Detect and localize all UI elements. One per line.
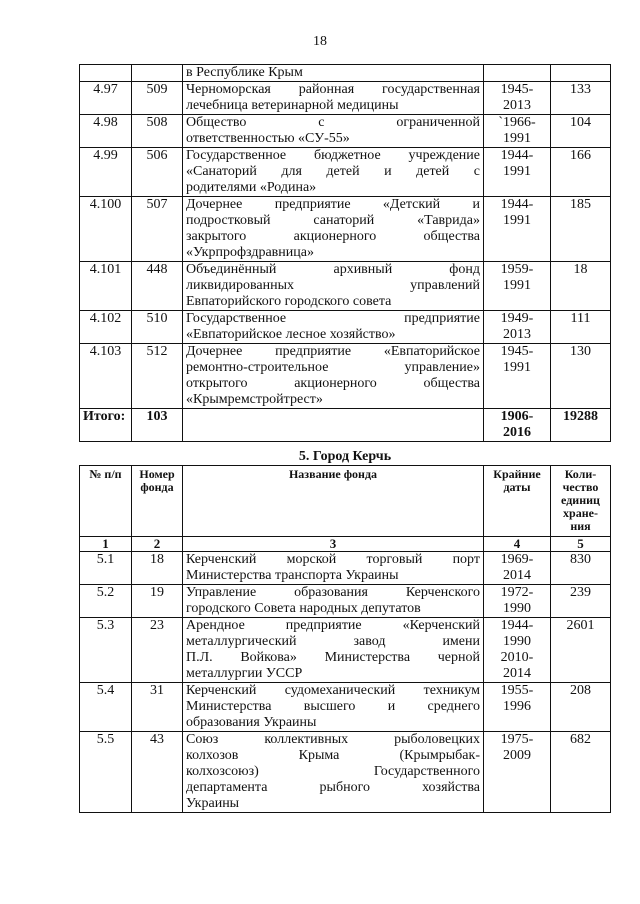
dates-line: 1955-1996	[500, 683, 534, 714]
header-num: № п/п	[80, 466, 132, 537]
row-number: 4.100	[80, 197, 132, 262]
table-row	[80, 552, 611, 585]
fund-number: 512	[132, 344, 183, 409]
fund-title-line: Общество с ограниченной	[186, 115, 480, 130]
fund-title-line: ликвидированных управлений	[186, 278, 480, 293]
row-number: 4.99	[80, 148, 132, 197]
date-range	[484, 552, 551, 585]
fund-title	[183, 82, 484, 115]
date-range: 1945-2013	[484, 82, 551, 115]
fund-title-line: ответственностью «СУ-55»	[186, 131, 350, 146]
table-row	[80, 344, 611, 409]
storage-units: 208	[551, 683, 611, 732]
column-number: 2	[132, 537, 183, 552]
storage-units: 2601	[551, 618, 611, 683]
fund-title	[183, 732, 484, 813]
dates-line: 1944-1990	[500, 618, 534, 649]
fund-title	[183, 262, 484, 311]
fund-title	[183, 311, 484, 344]
row-number: 5.1	[80, 552, 132, 585]
table-row	[80, 311, 611, 344]
storage-units	[551, 65, 611, 82]
row-number: 5.4	[80, 683, 132, 732]
fund-title-line: ремонтно-строительное управление»	[186, 360, 480, 375]
dates-line: 1972-1990	[500, 585, 534, 616]
date-range	[484, 585, 551, 618]
table-row	[80, 262, 611, 311]
page-number: 18	[313, 34, 327, 49]
date-range	[484, 618, 551, 683]
fund-title-line: Министерства высшего и среднего	[186, 699, 480, 714]
date-range	[484, 683, 551, 732]
storage-units: 239	[551, 585, 611, 618]
row-number: 4.103	[80, 344, 132, 409]
fund-title-line: «Укрпрофздравница»	[186, 245, 314, 260]
fund-title-line: Арендное предприятие «Керченский	[186, 618, 480, 633]
header-dates: Крайние даты	[484, 466, 551, 537]
table-row	[80, 618, 611, 683]
fund-title-line: колхозсоюз) Государственного	[186, 764, 480, 779]
table-row	[80, 585, 611, 618]
storage-units: 166	[551, 148, 611, 197]
fund-title	[183, 618, 484, 683]
fund-title-line: П.Л. Войкова» Министерства черной	[186, 650, 480, 665]
row-number: 5.3	[80, 618, 132, 683]
fund-title-line: Дочернее предприятие «Детский и	[186, 197, 480, 212]
column-number-row	[80, 537, 611, 552]
fund-title-line: Союз коллективных рыболовецких	[186, 732, 480, 747]
fund-number: 509	[132, 82, 183, 115]
section-title: 5. Город Керчь	[298, 449, 392, 464]
fund-title	[183, 115, 484, 148]
table-body	[80, 65, 611, 442]
fund-title-line: Объединённый архивный фонд	[186, 262, 480, 277]
table-row	[80, 197, 611, 262]
fund-title-line: Управление образования Керченского	[186, 585, 480, 600]
dates-line: 1969-2014	[500, 552, 534, 583]
total-count: 19288	[551, 409, 611, 442]
fund-title-line: колхозов Крыма (Крымрыбак-	[186, 748, 480, 763]
table-body	[80, 552, 611, 813]
fund-title	[183, 552, 484, 585]
fund-title-line: открытого акционерного общества	[186, 376, 480, 391]
row-number: 5.2	[80, 585, 132, 618]
column-number: 5	[551, 537, 611, 552]
storage-units: 682	[551, 732, 611, 813]
header-title: Название фонда	[183, 466, 484, 537]
fund-number: 18	[132, 552, 183, 585]
storage-units: 104	[551, 115, 611, 148]
header-count: Коли-чество единиц хране-ния	[551, 466, 611, 537]
fund-title	[183, 683, 484, 732]
fund-title	[183, 65, 484, 82]
fund-title-line: Керченский морской торговый порт	[186, 552, 480, 567]
storage-units: 133	[551, 82, 611, 115]
fund-title-line: «Санаторий для детей и детей с	[186, 164, 480, 179]
row-number: 4.97	[80, 82, 132, 115]
fund-title-line: закрытого акционерного общества	[186, 229, 480, 244]
fund-title	[183, 148, 484, 197]
column-number: 1	[80, 537, 132, 552]
fund-title-line: «Крымремстройтрест»	[186, 392, 323, 407]
fund-title-line: Дочернее предприятие «Евпаторийское	[186, 344, 480, 359]
date-range: 1944-1991	[484, 148, 551, 197]
table-row	[80, 82, 611, 115]
fund-title-line: металлургический завод имени	[186, 634, 480, 649]
fund-title-line: Керченский судомеханический техникум	[186, 683, 480, 698]
total-label: Итого:	[80, 409, 132, 442]
fund-title	[183, 197, 484, 262]
fund-number	[132, 65, 183, 82]
fund-number: 510	[132, 311, 183, 344]
table-row	[80, 148, 611, 197]
row-number: 5.5	[80, 732, 132, 813]
fund-number: 507	[132, 197, 183, 262]
fund-title	[183, 344, 484, 409]
total-funds: 103	[132, 409, 183, 442]
dates-line: 1975-2009	[500, 732, 534, 763]
fund-title-line: Черноморская районная государственная	[186, 82, 480, 97]
date-range	[484, 65, 551, 82]
total-dates: 1906-2016	[484, 409, 551, 442]
table-row	[80, 65, 611, 82]
fund-title	[183, 585, 484, 618]
fund-title-line: образования Украины	[186, 715, 317, 730]
date-range: 1945-1991	[484, 344, 551, 409]
fund-number: 448	[132, 262, 183, 311]
total-title	[183, 409, 484, 442]
date-range: `1966-1991	[484, 115, 551, 148]
storage-units: 18	[551, 262, 611, 311]
archive-funds-table-continued	[79, 64, 611, 442]
storage-units: 185	[551, 197, 611, 262]
fund-title-line: лечебница ветеринарной медицины	[186, 98, 399, 113]
dates-line: 2010-2014	[500, 650, 534, 681]
storage-units: 130	[551, 344, 611, 409]
fund-title-line: Украины	[186, 796, 240, 811]
storage-units: 111	[551, 311, 611, 344]
date-range: 1949-2013	[484, 311, 551, 344]
fund-title-line: Министерства транспорта Украины	[186, 568, 399, 583]
fund-title-line: городского Совета народных депутатов	[186, 601, 421, 616]
row-number: 4.102	[80, 311, 132, 344]
storage-units: 830	[551, 552, 611, 585]
table-row	[80, 115, 611, 148]
table-row	[80, 683, 611, 732]
date-range: 1959-1991	[484, 262, 551, 311]
fund-title-line: Государственное предприятие	[186, 311, 480, 326]
fund-number: 506	[132, 148, 183, 197]
column-number: 3	[183, 537, 484, 552]
row-number: 4.98	[80, 115, 132, 148]
date-range: 1944-1991	[484, 197, 551, 262]
fund-title-line: подростковый санаторий «Таврида»	[186, 213, 480, 228]
fund-title-line: в Республике Крым	[186, 65, 303, 80]
fund-title-line: Евпаторийского городского совета	[186, 294, 392, 309]
fund-title-line: департамента рыбного хозяйства	[186, 780, 480, 795]
row-number	[80, 65, 132, 82]
fund-title-line: металлургии УССР	[186, 666, 303, 681]
fund-number: 23	[132, 618, 183, 683]
table-row	[80, 732, 611, 813]
fund-number: 31	[132, 683, 183, 732]
fund-number: 19	[132, 585, 183, 618]
header-row	[80, 466, 611, 537]
fund-number: 43	[132, 732, 183, 813]
total-row	[80, 409, 611, 442]
column-number: 4	[484, 537, 551, 552]
kerch-funds-table	[79, 465, 611, 813]
date-range	[484, 732, 551, 813]
fund-title-line: Государственное бюджетное учреждение	[186, 148, 480, 163]
fund-title-line: родителями «Родина»	[186, 180, 317, 195]
header-fund: Номер фонда	[132, 466, 183, 537]
fund-number: 508	[132, 115, 183, 148]
fund-title-line: «Евпаторийское лесное хозяйство»	[186, 327, 396, 342]
row-number: 4.101	[80, 262, 132, 311]
